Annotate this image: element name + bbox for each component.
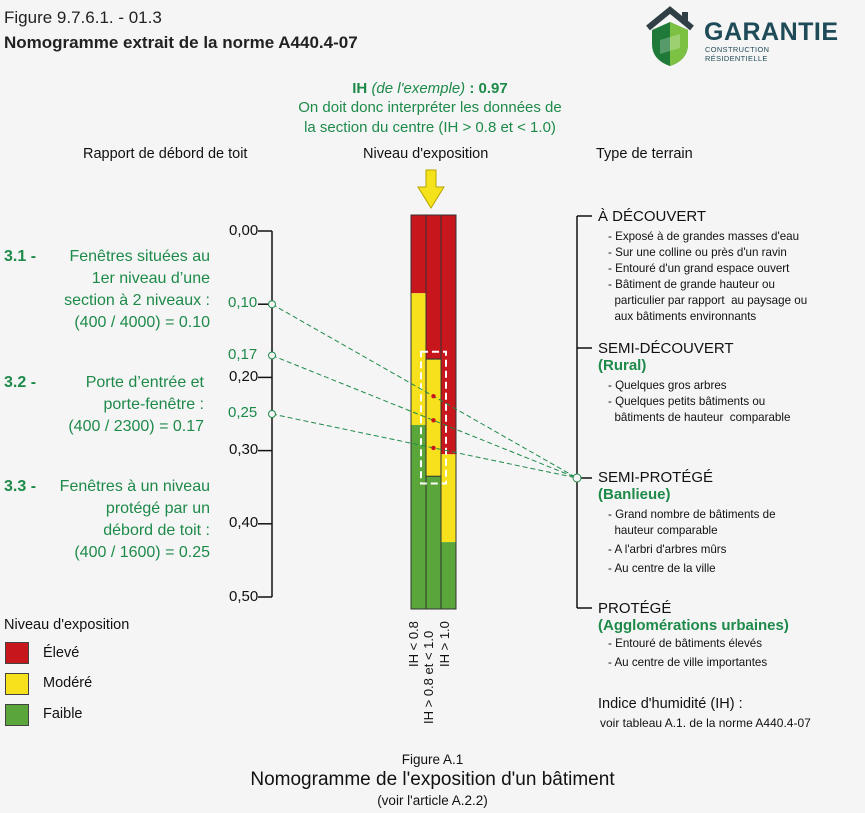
- example-point: [269, 301, 276, 308]
- ih-value: : 0.97: [469, 80, 508, 97]
- example-3-2: [4, 372, 204, 438]
- terrain-title: PROTÉGÉ: [598, 600, 672, 617]
- example-line: débord de toit :: [103, 522, 210, 539]
- terrain-item: - Sur une colline ou près d'un ravin: [608, 246, 787, 259]
- example-number: 3.3 -: [4, 478, 37, 495]
- terrain-item: aux bâtiments environnants: [608, 310, 757, 323]
- ih-index-title: Indice d'humidité (IH) :: [598, 696, 743, 712]
- bar-segment-faible: [426, 476, 441, 609]
- bar-segment-modere: [441, 454, 456, 542]
- legend-swatch-modere: [5, 673, 29, 695]
- terrain-item: - Au centre de la ville: [608, 562, 716, 575]
- figure-id: Figure 9.7.6.1. - 01.3: [4, 8, 162, 27]
- example-tick-label: 0,17: [228, 346, 258, 363]
- terrain-item: - Grand nombre de bâtiments de: [608, 508, 776, 521]
- legend-label-eleve: Élevé: [43, 645, 80, 661]
- legend-swatch-faible: [5, 704, 29, 726]
- bar-segment-eleve: [411, 215, 426, 293]
- ih-note-line: On doit donc interpréter les données de: [298, 99, 562, 116]
- terrain-decouvert: [598, 208, 807, 325]
- example-line: (400 / 1600) = 0.25: [74, 544, 210, 561]
- logo-subtitle: CONSTRUCTION RÉSIDENTIELLE: [705, 45, 770, 63]
- terrain-subtitle: (Rural): [598, 357, 647, 374]
- terrain-item: hauteur comparable: [608, 524, 718, 537]
- example-line: 1er niveau d’une: [91, 270, 210, 287]
- bar-label-ih-low: IH < 0.8: [406, 621, 421, 667]
- terrain-semi-protege: [598, 469, 776, 577]
- terrain-item: - Entouré d'un grand espace ouvert: [608, 262, 790, 275]
- terrain-title: SEMI-DÉCOUVERT: [598, 340, 734, 357]
- example-3-3: [4, 476, 210, 564]
- terrain-item: - Exposé à de grandes masses d'eau: [608, 230, 800, 243]
- ih-index-reference: voir tableau A.1. de la norme A440.4-07: [600, 716, 811, 730]
- logo-wordmark: GARANTIE: [704, 18, 839, 46]
- legend-title: Niveau d'exposition: [4, 617, 130, 633]
- terrain-item: particulier par rapport au paysage ou: [608, 294, 808, 307]
- terrain-semi-decouvert: [598, 340, 790, 426]
- legend-label-modere: Modéré: [43, 675, 93, 691]
- ih-note-line: la section du centre (IH > 0.8 et < 1.0): [304, 119, 556, 136]
- scale-tick-label: 0,40: [229, 514, 259, 531]
- terrain-protege: [598, 600, 789, 671]
- ih-label: IH: [352, 80, 368, 97]
- terrain-pivot-point: [573, 474, 581, 482]
- scale-tick-label: 0,20: [229, 368, 259, 385]
- example-intersection-point: [431, 446, 435, 450]
- example-tick-label: 0,25: [228, 404, 258, 421]
- bar-segment-eleve: [426, 215, 441, 359]
- scale-tick-label: 0,00: [229, 222, 259, 239]
- example-line: section à 2 niveaux :: [64, 292, 210, 309]
- terrain-item: - A l'arbri d'arbres mûrs: [608, 543, 727, 556]
- column-header-terrain: Type de terrain: [596, 146, 693, 162]
- legend-swatch-eleve: [5, 642, 29, 664]
- terrain-subtitle: (Agglomérations urbaines): [598, 617, 789, 634]
- footer-figure-title: Nomogramme de l'exposition d'un bâtiment: [250, 769, 615, 790]
- terrain-item: - Entouré de bâtiments élevés: [608, 637, 763, 650]
- example-line: porte-fenêtre :: [103, 396, 204, 413]
- terrain-subtitle: (Banlieue): [598, 486, 671, 503]
- example-line: (400 / 2300) = 0.17: [68, 418, 204, 435]
- exposure-arrow-icon: [418, 170, 444, 208]
- terrain-item: - Au centre de ville importantes: [608, 656, 768, 669]
- terrain-title: À DÉCOUVERT: [598, 208, 707, 225]
- bar-segment-modere: [411, 293, 426, 425]
- footer-figure-number: Figure A.1: [401, 752, 464, 767]
- bar-segment-faible: [441, 542, 456, 609]
- legend-label-faible: Faible: [43, 706, 83, 722]
- example-line: Fenêtres situées au: [69, 248, 210, 265]
- scale-tick-label: 0,10: [228, 294, 258, 311]
- example-line: Fenêtres à un niveau: [59, 478, 210, 495]
- figure-title: Nomogramme extrait de la norme A440.4-07: [4, 33, 358, 52]
- example-point: [269, 411, 276, 418]
- example-intersection-point: [431, 418, 435, 422]
- example-number: 3.1 -: [4, 248, 37, 265]
- example-point: [269, 352, 276, 359]
- example-line: Porte d’entrée et: [85, 374, 204, 391]
- scale-tick-label: 0,50: [229, 588, 259, 605]
- terrain-item: - Bâtiment de grande hauteur ou: [608, 278, 775, 291]
- column-header-overhang: Rapport de débord de toit: [83, 146, 248, 162]
- example-line: (400 / 4000) = 0.10: [74, 314, 210, 331]
- terrain-title: SEMI-PROTÉGÉ: [598, 469, 714, 486]
- scale-tick-label: 0,30: [229, 441, 259, 458]
- bar-segment-faible: [411, 425, 426, 609]
- terrain-item: - Quelques petits bâtiments ou: [608, 395, 766, 408]
- bar-segment-modere: [426, 359, 441, 476]
- example-number: 3.2 -: [4, 374, 37, 391]
- terrain-item: bâtiments de hauteur comparable: [608, 411, 791, 424]
- bar-segment-eleve: [441, 215, 456, 454]
- example-3-1: [4, 246, 210, 334]
- terrain-item: - Quelques gros arbres: [608, 379, 727, 392]
- ih-qualifier: (de l'exemple): [371, 80, 466, 97]
- bar-label-ih-high: IH > 1.0: [437, 621, 452, 667]
- footer-figure-reference: (voir l'article A.2.2): [377, 793, 488, 808]
- example-intersection-point: [431, 394, 435, 398]
- example-line: protégé par un: [105, 500, 210, 517]
- bar-label-ih-mid: IH > 0.8 et < 1.0: [421, 630, 436, 724]
- column-header-exposure: Niveau d'exposition: [363, 146, 489, 162]
